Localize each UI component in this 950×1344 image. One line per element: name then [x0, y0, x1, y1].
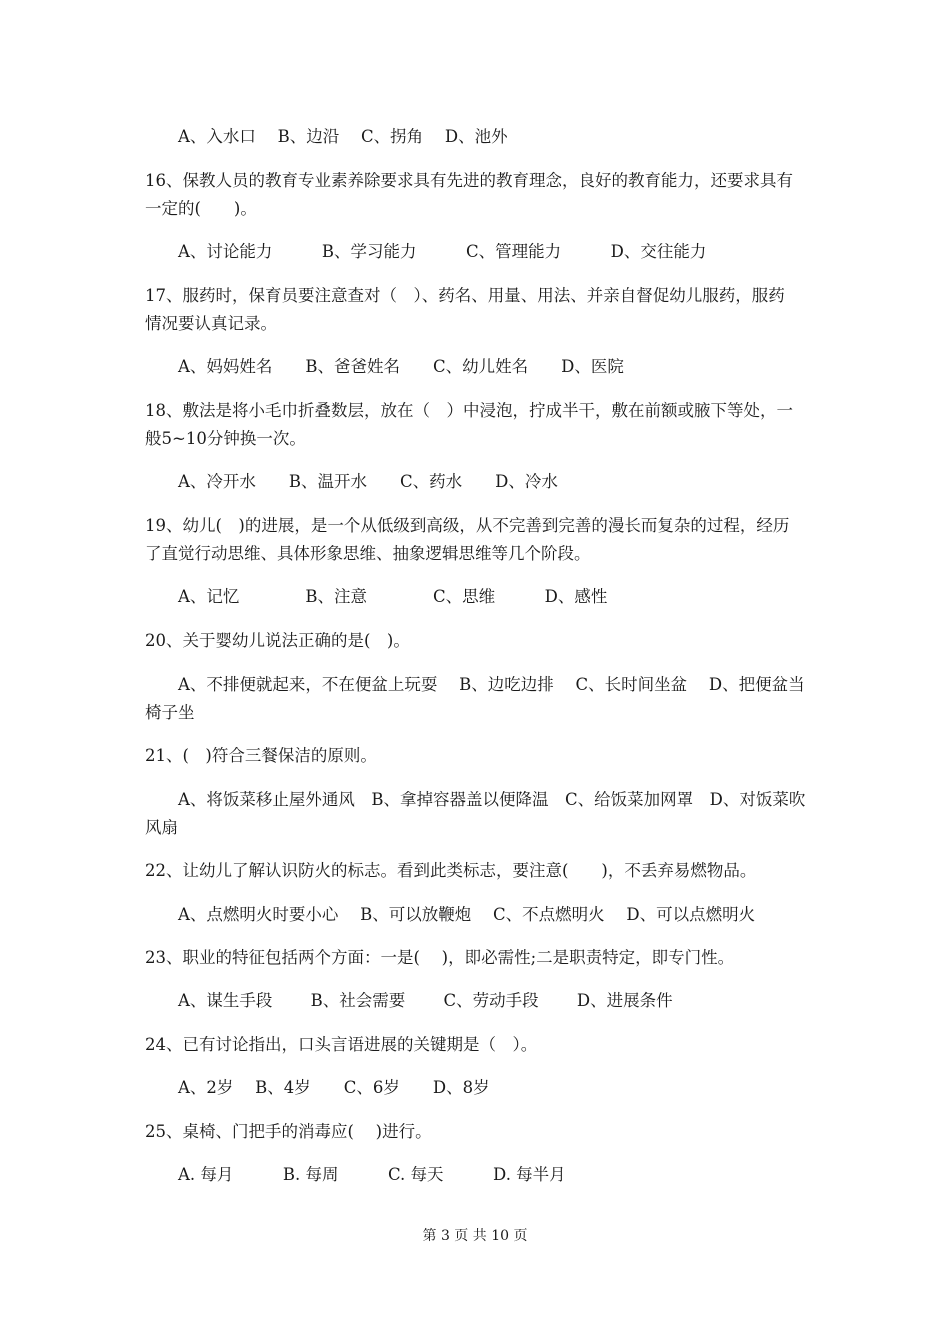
q22-stem: 22、让幼儿了解认识防火的标志。看到此类标志，要注意( )，不丢弃易燃物品。 [145, 861, 757, 880]
q20-options-line-2: 椅子坐 [145, 703, 195, 722]
q19-stem-line-1: 19、幼儿( )的进展，是一个从低级到高级，从不完善到完善的漫长而复杂的过程，经历 [145, 516, 790, 535]
q21-options-line-2: 风扇 [145, 818, 178, 837]
q24-stem: 24、已有讨论指出，口头言语进展的关键期是（ ）。 [145, 1035, 538, 1054]
q16-stem-line-2: 一定的( )。 [145, 199, 257, 218]
q22-options: A、点燃明火时要小心 B、可以放鞭炮 C、不点燃明火 D、可以点燃明火 [178, 905, 756, 924]
q20-options-line-1: A、不排便就起来，不在便盆上玩耍 B、边吃边排 C、长时间坐盆 D、把便盆当 [178, 675, 805, 694]
q18-options: A、冷开水 B、温开水 C、药水 D、冷水 [178, 472, 558, 491]
q21-options-line-1: A、将饭菜移止屋外通风 B、拿掉容器盖以便降温 C、给饭菜加网罩 D、对饭菜吹 [178, 790, 806, 809]
q17-stem-line-1: 17、服药时，保育员要注意查对（ ）、药名、用量、用法、并亲自督促幼儿服药，服药 [145, 286, 785, 305]
q23-options: A、谋生手段 B、社会需要 C、劳动手段 D、进展条件 [178, 991, 673, 1010]
q17-stem-line-2: 情况要认真记录。 [145, 314, 277, 333]
q17-options: A、妈妈姓名 B、爸爸姓名 C、幼儿姓名 D、医院 [178, 357, 624, 376]
q16-stem-line-1: 16、保教人员的教育专业素养除要求具有先进的教育理念，良好的教育能力，还要求具有 [145, 171, 793, 190]
q21-stem: 21、( )符合三餐保洁的原则。 [145, 746, 377, 765]
q18-stem-line-1: 18、敷法是将小毛巾折叠数层，放在（ ）中浸泡，拧成半干，敷在前额或腋下等处，一 [145, 401, 793, 420]
q25-options: A. 每月 B. 每周 C. 每天 D. 每半月 [178, 1165, 566, 1184]
q25-stem: 25、桌椅、门把手的消毒应( )进行。 [145, 1122, 432, 1141]
q18-stem-line-2: 般5~10分钟换一次。 [145, 429, 306, 448]
q16-options: A、讨论能力 B、学习能力 C、管理能力 D、交往能力 [178, 242, 707, 261]
q23-stem: 23、职业的特征包括两个方面：一是( )，即必需性;二是职责特定，即专门性。 [145, 948, 735, 967]
q24-options: A、2岁 B、4岁 C、6岁 D、8岁 [178, 1078, 490, 1097]
page-number-footer: 第 3 页 共 10 页 [422, 1228, 528, 1244]
q19-stem-line-2: 了直觉行动思维、具体形象思维、抽象逻辑思维等几个阶段。 [145, 544, 591, 563]
q15-options: A、入水口 B、边沿 C、拐角 D、池外 [178, 127, 508, 146]
q20-stem: 20、关于婴幼儿说法正确的是( )。 [145, 631, 410, 650]
q19-options: A、记忆 B、注意 C、思维 D、感性 [178, 587, 608, 606]
